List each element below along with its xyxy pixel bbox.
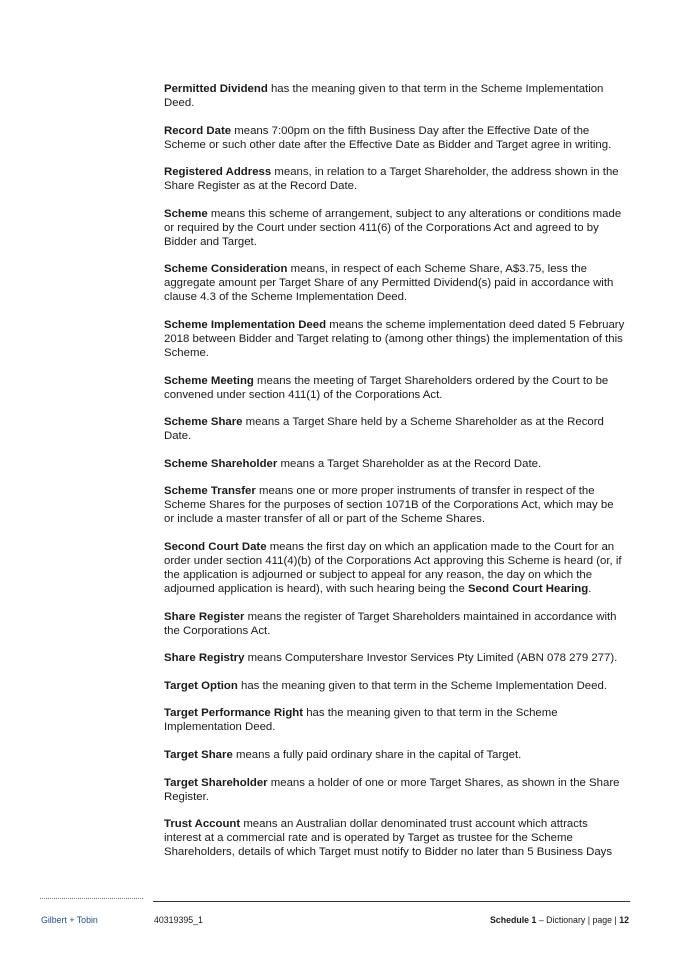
definition-item: [164, 651, 626, 665]
definition-item: [164, 165, 626, 193]
definition-term: Scheme Consideration: [164, 263, 288, 276]
definition-text: means the first day on which an application made to the Court for an order under section 411(4)(b) of the Corporations Act approving this Scheme is heard (or, if the application is adjourned or subject to appeal for any reason, the day on which the adjourned application is heard), with such hearing being the: [164, 540, 622, 595]
definition-item: [164, 817, 626, 859]
footer-page-number: 12: [619, 915, 629, 925]
footer-firm-name: Gilbert + Tobin: [41, 915, 98, 925]
definition-text: means a fully paid ordinary share in the capital of Target.: [232, 748, 522, 761]
definition-term: Registered Address: [164, 166, 272, 179]
footer-schedule: [490, 915, 629, 926]
definition-item: [164, 457, 626, 471]
definition-term: Target Performance Right: [164, 707, 304, 720]
definition-item: [164, 124, 626, 152]
definition-term: Target Share: [164, 748, 233, 761]
definition-term: Scheme Shareholder: [164, 457, 278, 470]
definition-text: means, in relation to a Target Shareholder, the address shown in the Share Register as at the Record Date.: [164, 166, 619, 193]
definition-term: Target Option: [164, 679, 238, 692]
footer-rule-left: [40, 898, 143, 899]
definition-term: Scheme Share: [164, 416, 243, 429]
definition-item: [164, 540, 626, 596]
definition-term: Record Date: [164, 124, 232, 137]
definition-item: [164, 262, 626, 304]
definition-term: Scheme Implementation Deed: [164, 318, 327, 331]
definition-term: Trust Account: [164, 818, 241, 831]
definition-item: [164, 207, 626, 249]
footer-doc-number: 40319395_1: [154, 915, 203, 925]
definition-term: Target Shareholder: [164, 776, 268, 789]
definition-text: means a Target Shareholder as at the Record Date.: [277, 457, 542, 470]
definition-item: [164, 484, 626, 526]
definition-text: means the scheme implementation deed dated 5 February 2018 between Bidder and Target relating to (among other things) the implementation of this Scheme.: [164, 318, 625, 359]
definition-term: Scheme Transfer: [164, 485, 256, 498]
definition-item: [164, 776, 626, 804]
definition-text: means this scheme of arrangement, subject to any alterations or conditions made or required by the Court under section 411(6) of the Corporations Act and agreed to by Bidder and Target.: [164, 207, 622, 248]
definition-text: means an Australian dollar denominated trust account which attracts interest at a commercial rate and is operated by Target as trustee for the Scheme Shareholders, details of which Target must notify to Bidder no later than 5 Business Days: [164, 818, 613, 859]
definition-term: Scheme: [164, 207, 208, 220]
definition-term: Second Court Date: [164, 540, 267, 553]
definition-item: [164, 415, 626, 443]
definitions-list: [164, 82, 626, 873]
definition-item: [164, 82, 626, 110]
definition-item: [164, 679, 626, 693]
definition-text: means the meeting of Target Shareholders ordered by the Court to be convened under section 411(1) of the Corporations Act.: [164, 374, 609, 401]
definition-term: Share Register: [164, 610, 245, 623]
definition-item: [164, 374, 626, 402]
definition-item: [164, 706, 626, 734]
definition-text: means one or more proper instruments of transfer in respect of the Scheme Shares for the purposes of section 1071B of the Corporations Act, which may be or include a master transfer of all or part of the Scheme Shares.: [164, 485, 614, 526]
definition-item: [164, 748, 626, 762]
definition-text: means the register of Target Shareholders maintained in accordance with the Corporations Act.: [164, 610, 617, 637]
definition-text: means a Target Share held by a Scheme Shareholder as at the Record Date.: [164, 416, 604, 443]
definition-term: Scheme Meeting: [164, 374, 254, 387]
definition-text: means 7:00pm on the fifth Business Day after the Effective Date of the Scheme or such other date after the Effective Date as Bidder and Target agree in writing.: [164, 124, 612, 151]
definition-term: Permitted Dividend: [164, 83, 268, 95]
definition-term: Share Registry: [164, 652, 245, 665]
definition-text: means Computershare Investor Services Pty Limited (ABN 078 279 277).: [244, 652, 618, 665]
definition-text: means, in respect of each Scheme Share, A$3.75, less the aggregate amount per Target Share of any Permitted Dividend(s) paid in accordance with clause 4.3 of the Scheme Implementation Deed.: [164, 263, 614, 304]
footer-schedule-title: Schedule 1: [489, 915, 537, 925]
footer-rule-right: [153, 901, 630, 902]
definition-text: has the meaning given to that term in the Scheme Implementation Deed.: [164, 707, 558, 734]
footer-schedule-suffix: – Dictionary | page |: [536, 915, 620, 925]
definition-text: means a holder of one or more Target Shares, as shown in the Share Register.: [164, 776, 620, 803]
definition-text: has the meaning given to that term in the Scheme Implementation Deed.: [237, 679, 607, 692]
definition-item: [164, 610, 626, 638]
definition-text-end: .: [588, 582, 592, 595]
definition-text: has the meaning given to that term in the Scheme Implementation Deed.: [164, 83, 604, 109]
definition-item: [164, 318, 626, 360]
definition-term-secondary: Second Court Hearing: [467, 582, 589, 595]
